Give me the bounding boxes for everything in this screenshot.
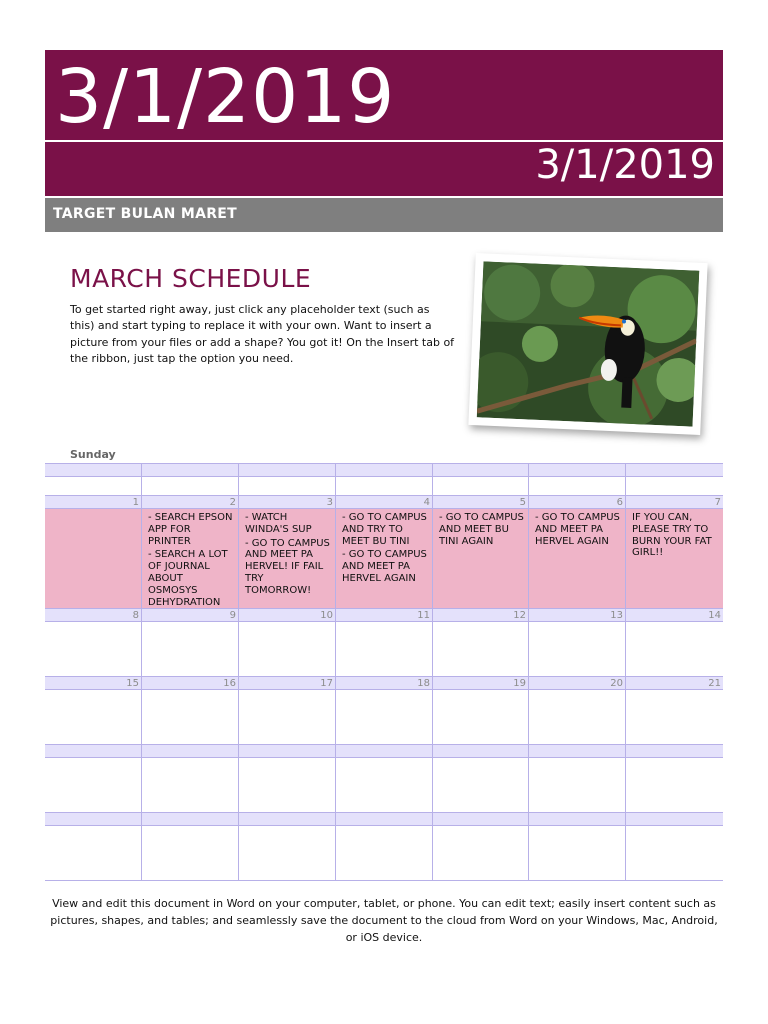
day-cell[interactable] — [626, 622, 723, 676]
day-number — [239, 744, 336, 758]
event-item: - SEARCH EPSON APP FOR PRINTER — [148, 512, 233, 547]
day-number: 15 — [45, 676, 142, 690]
footer-text: View and edit this document in Word on your computer, tablet, or phone. You can edit text; easily insert content such as pictures, shapes, and tables; and seamlessly save the document to the cloud from Word on your Windows, Mac, Android, or iOS device. — [50, 897, 718, 944]
day-number: 4 — [336, 495, 433, 509]
day-cell[interactable] — [239, 690, 336, 744]
day-cell[interactable] — [529, 758, 626, 812]
calendar-header-row — [45, 463, 723, 477]
day-cell[interactable] — [142, 622, 239, 676]
day-cell[interactable] — [45, 622, 142, 676]
week-1-event-row — [45, 509, 723, 608]
day-number — [239, 812, 336, 826]
day-cell[interactable] — [626, 477, 723, 495]
day-cell[interactable] — [45, 758, 142, 812]
day-cell[interactable] — [142, 758, 239, 812]
day-number — [142, 812, 239, 826]
day-cell[interactable] — [239, 826, 336, 880]
day-cell[interactable] — [142, 690, 239, 744]
header-cell — [626, 463, 723, 477]
day-cell[interactable] — [626, 758, 723, 812]
day-number: 5 — [433, 495, 529, 509]
day-number — [529, 744, 626, 758]
subtitle: TARGET BULAN MARET — [53, 206, 238, 222]
day-number: 3 — [239, 495, 336, 509]
day-cell[interactable] — [336, 826, 433, 880]
day-number: 6 — [529, 495, 626, 509]
day-number — [336, 812, 433, 826]
day-cell[interactable] — [45, 826, 142, 880]
day-cell[interactable] — [433, 826, 529, 880]
page-title: MARCH SCHEDULE — [70, 264, 312, 293]
day-number — [626, 744, 723, 758]
day-cell[interactable] — [142, 826, 239, 880]
header-cell — [239, 463, 336, 477]
date-banner — [45, 50, 723, 140]
day-number — [336, 744, 433, 758]
day-number: 21 — [626, 676, 723, 690]
intro-text: To get started right away, just click any placeholder text (such as this) and start typing to replace it with your own. Want to insert a picture from your files or add a shape? You got it! On the Insert tab of the ribbon, just tap the option you need. — [70, 303, 455, 365]
day-cell[interactable] — [626, 826, 723, 880]
day-number: 2 — [142, 495, 239, 509]
day-cell[interactable] — [529, 622, 626, 676]
day-number: 7 — [626, 495, 723, 509]
week-3-body-row — [45, 690, 723, 744]
day-number: 1 — [45, 495, 142, 509]
day-number: 19 — [433, 676, 529, 690]
day-cell[interactable] — [626, 690, 723, 744]
header-cell — [529, 463, 626, 477]
event-item: - GO TO CAMPUS AND MEET PA HERVEL AGAIN — [535, 512, 620, 547]
day-number — [142, 744, 239, 758]
header-cell — [336, 463, 433, 477]
day-number: 9 — [142, 608, 239, 622]
header-cell — [142, 463, 239, 477]
day-cell[interactable] — [336, 622, 433, 676]
week-3-number-row — [45, 676, 723, 690]
day-number — [45, 812, 142, 826]
day-cell[interactable] — [142, 509, 239, 608]
day-number — [45, 744, 142, 758]
day-number — [626, 812, 723, 826]
day-number: 20 — [529, 676, 626, 690]
event-item: - GO TO CAMPUS AND MEET PA HERVEL! IF FAIL TRY TOMORROW! — [245, 537, 330, 596]
day-cell[interactable] — [45, 690, 142, 744]
day-number: 18 — [336, 676, 433, 690]
day-number — [433, 812, 529, 826]
day-cell[interactable] — [142, 477, 239, 495]
day-cell[interactable] — [433, 690, 529, 744]
day-cell[interactable] — [239, 758, 336, 812]
header-cell — [433, 463, 529, 477]
event-item: - GO TO CAMPUS AND MEET BU TINI AGAIN — [439, 512, 524, 547]
toucan-photo-icon — [477, 261, 700, 426]
week-4-number-row — [45, 744, 723, 758]
weekday-label: Sunday — [70, 448, 116, 461]
date-small: 3/1/2019 — [535, 142, 715, 188]
subtitle-bar — [45, 198, 723, 232]
calendar-spacer-row — [45, 477, 723, 495]
event-item: - WATCH WINDA'S SUP — [245, 512, 312, 535]
day-number: 16 — [142, 676, 239, 690]
day-cell[interactable] — [626, 509, 723, 608]
event-item: - GO TO CAMPUS AND MEET PA HERVEL AGAIN — [342, 549, 427, 584]
day-number — [529, 812, 626, 826]
day-cell[interactable] — [239, 509, 336, 608]
week-1-number-row — [45, 495, 723, 509]
day-cell[interactable] — [433, 477, 529, 495]
week-4-body-row — [45, 758, 723, 812]
day-number: 13 — [529, 608, 626, 622]
day-number: 11 — [336, 608, 433, 622]
event-item: - GO TO CAMPUS AND TRY TO MEET BU TINI — [342, 512, 427, 547]
day-cell[interactable] — [45, 477, 142, 495]
day-cell[interactable] — [529, 477, 626, 495]
header-cell — [45, 463, 142, 477]
day-cell[interactable] — [529, 826, 626, 880]
day-cell[interactable] — [433, 758, 529, 812]
day-number: 8 — [45, 608, 142, 622]
event-item: - SEARCH A LOT OF JOURNAL ABOUT OSMOSYS DEHYDRATION — [148, 549, 228, 608]
day-cell[interactable] — [336, 509, 433, 608]
day-cell[interactable] — [336, 690, 433, 744]
day-cell[interactable] — [336, 477, 433, 495]
day-cell[interactable] — [239, 622, 336, 676]
day-number: 10 — [239, 608, 336, 622]
week-5-body-row — [45, 826, 723, 881]
day-cell[interactable] — [433, 622, 529, 676]
day-number: 14 — [626, 608, 723, 622]
toucan-photo[interactable] — [468, 253, 707, 435]
date-large: 3/1/2019 — [55, 54, 396, 140]
week-2-body-row — [45, 622, 723, 676]
week-5-number-row — [45, 812, 723, 826]
day-number — [433, 744, 529, 758]
day-cell[interactable] — [45, 509, 142, 608]
event-item: IF YOU CAN, PLEASE TRY TO BURN YOUR FAT GIRL!! — [632, 512, 712, 559]
date-sub-banner — [45, 142, 723, 196]
day-number: 17 — [239, 676, 336, 690]
week-2-number-row — [45, 608, 723, 622]
day-cell[interactable] — [433, 509, 529, 608]
day-cell[interactable] — [239, 477, 336, 495]
day-cell[interactable] — [336, 758, 433, 812]
day-number: 12 — [433, 608, 529, 622]
calendar-grid — [45, 463, 723, 881]
day-cell[interactable] — [529, 690, 626, 744]
day-cell[interactable] — [529, 509, 626, 608]
